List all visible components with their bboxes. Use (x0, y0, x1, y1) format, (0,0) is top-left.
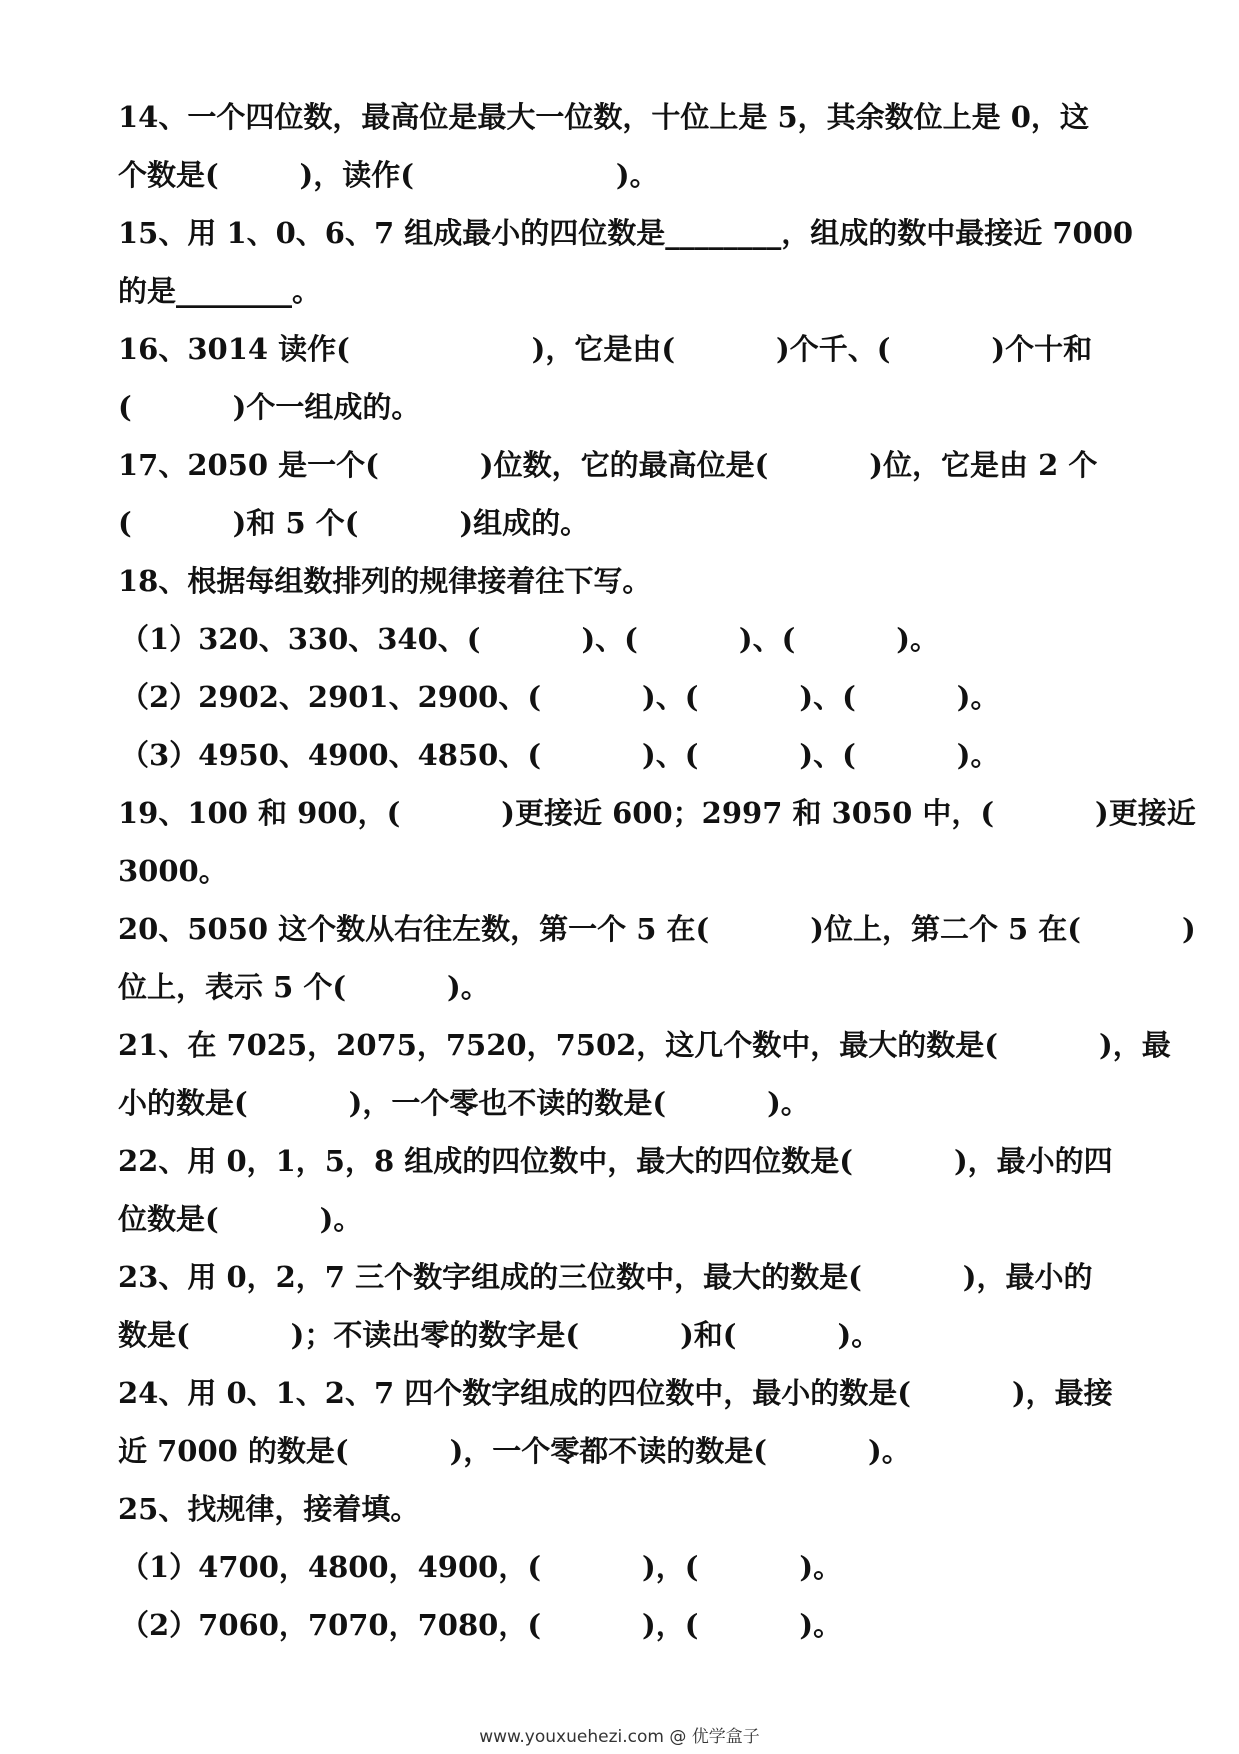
q18-sub-3: （3）4950、4900、4850、( )、( )、( )。 (120, 738, 1000, 772)
footer-watermark: www.youxuehezi.com @ 优学盒子 (479, 1727, 760, 1747)
q24-line-1: 24、用 0、1、2、7 四个数字组成的四位数中，最小的数是( )，最接 (118, 1376, 1113, 1410)
q21-line-1: 21、在 7025，2075，7520，7502，这几个数中，最大的数是( )，最 (118, 1028, 1171, 1062)
question-list (118, 88, 1196, 1654)
q15-line-1: 15、用 1、0、6、7 组成最小的四位数是________，组成的数中最接近 7000 (118, 216, 1134, 250)
q22-line-1: 22、用 0，1，5，8 组成的四位数中，最大的四位数是( )，最小的四 (118, 1144, 1113, 1178)
q18-sub-1: （1）320、330、340、( )、( )、( )。 (120, 622, 939, 656)
q15-line-2: 的是________。 (118, 274, 322, 308)
q17-line-1: 17、2050 是一个( )位数，它的最高位是( )位，它是由 2 个 (118, 448, 1098, 482)
q14-line-1: 14、一个四位数，最高位是最大一位数，十位上是 5，其余数位上是 0，这 (118, 100, 1089, 134)
q16-line-2: ( )个一组成的。 (118, 390, 421, 424)
q23-line-2: 数是( )；不读出零的数字是( )和( )。 (118, 1318, 881, 1352)
q17-line-2: ( )和 5 个( )组成的。 (118, 506, 590, 540)
q18-sub-2: （2）2902、2901、2900、( )、( )、( )。 (120, 680, 1000, 714)
q25-sub-1: （1）4700，4800，4900，( )，( )。 (120, 1550, 843, 1584)
q22-line-2: 位数是( )。 (118, 1202, 363, 1236)
q25-sub-2: （2）7060，7070，7080，( )，( )。 (120, 1608, 843, 1642)
q20-line-1: 20、5050 这个数从右往左数，第一个 5 在( )位上，第二个 5 在( ) (118, 912, 1196, 946)
q21-line-2: 小的数是( )，一个零也不读的数是( )。 (118, 1086, 810, 1120)
q23-line-1: 23、用 0，2，7 三个数字组成的三位数中，最大的数是( )，最小的 (118, 1260, 1093, 1294)
q20-line-2: 位上，表示 5 个( )。 (118, 970, 490, 1004)
q19-line-2: 3000。 (118, 854, 228, 888)
q14-line-2: 个数是( )，读作( )。 (118, 158, 659, 192)
q16-line-1: 16、3014 读作( )，它是由( )个千、( )个十和 (118, 332, 1093, 366)
q18-title: 18、根据每组数排列的规律接着往下写。 (118, 564, 652, 598)
q24-line-2: 近 7000 的数是( )，一个零都不读的数是( )。 (118, 1434, 911, 1468)
q25-title: 25、找规律，接着填。 (118, 1492, 420, 1526)
q19-line-1: 19、100 和 900，( )更接近 600；2997 和 3050 中，( )更接近 (118, 796, 1196, 830)
